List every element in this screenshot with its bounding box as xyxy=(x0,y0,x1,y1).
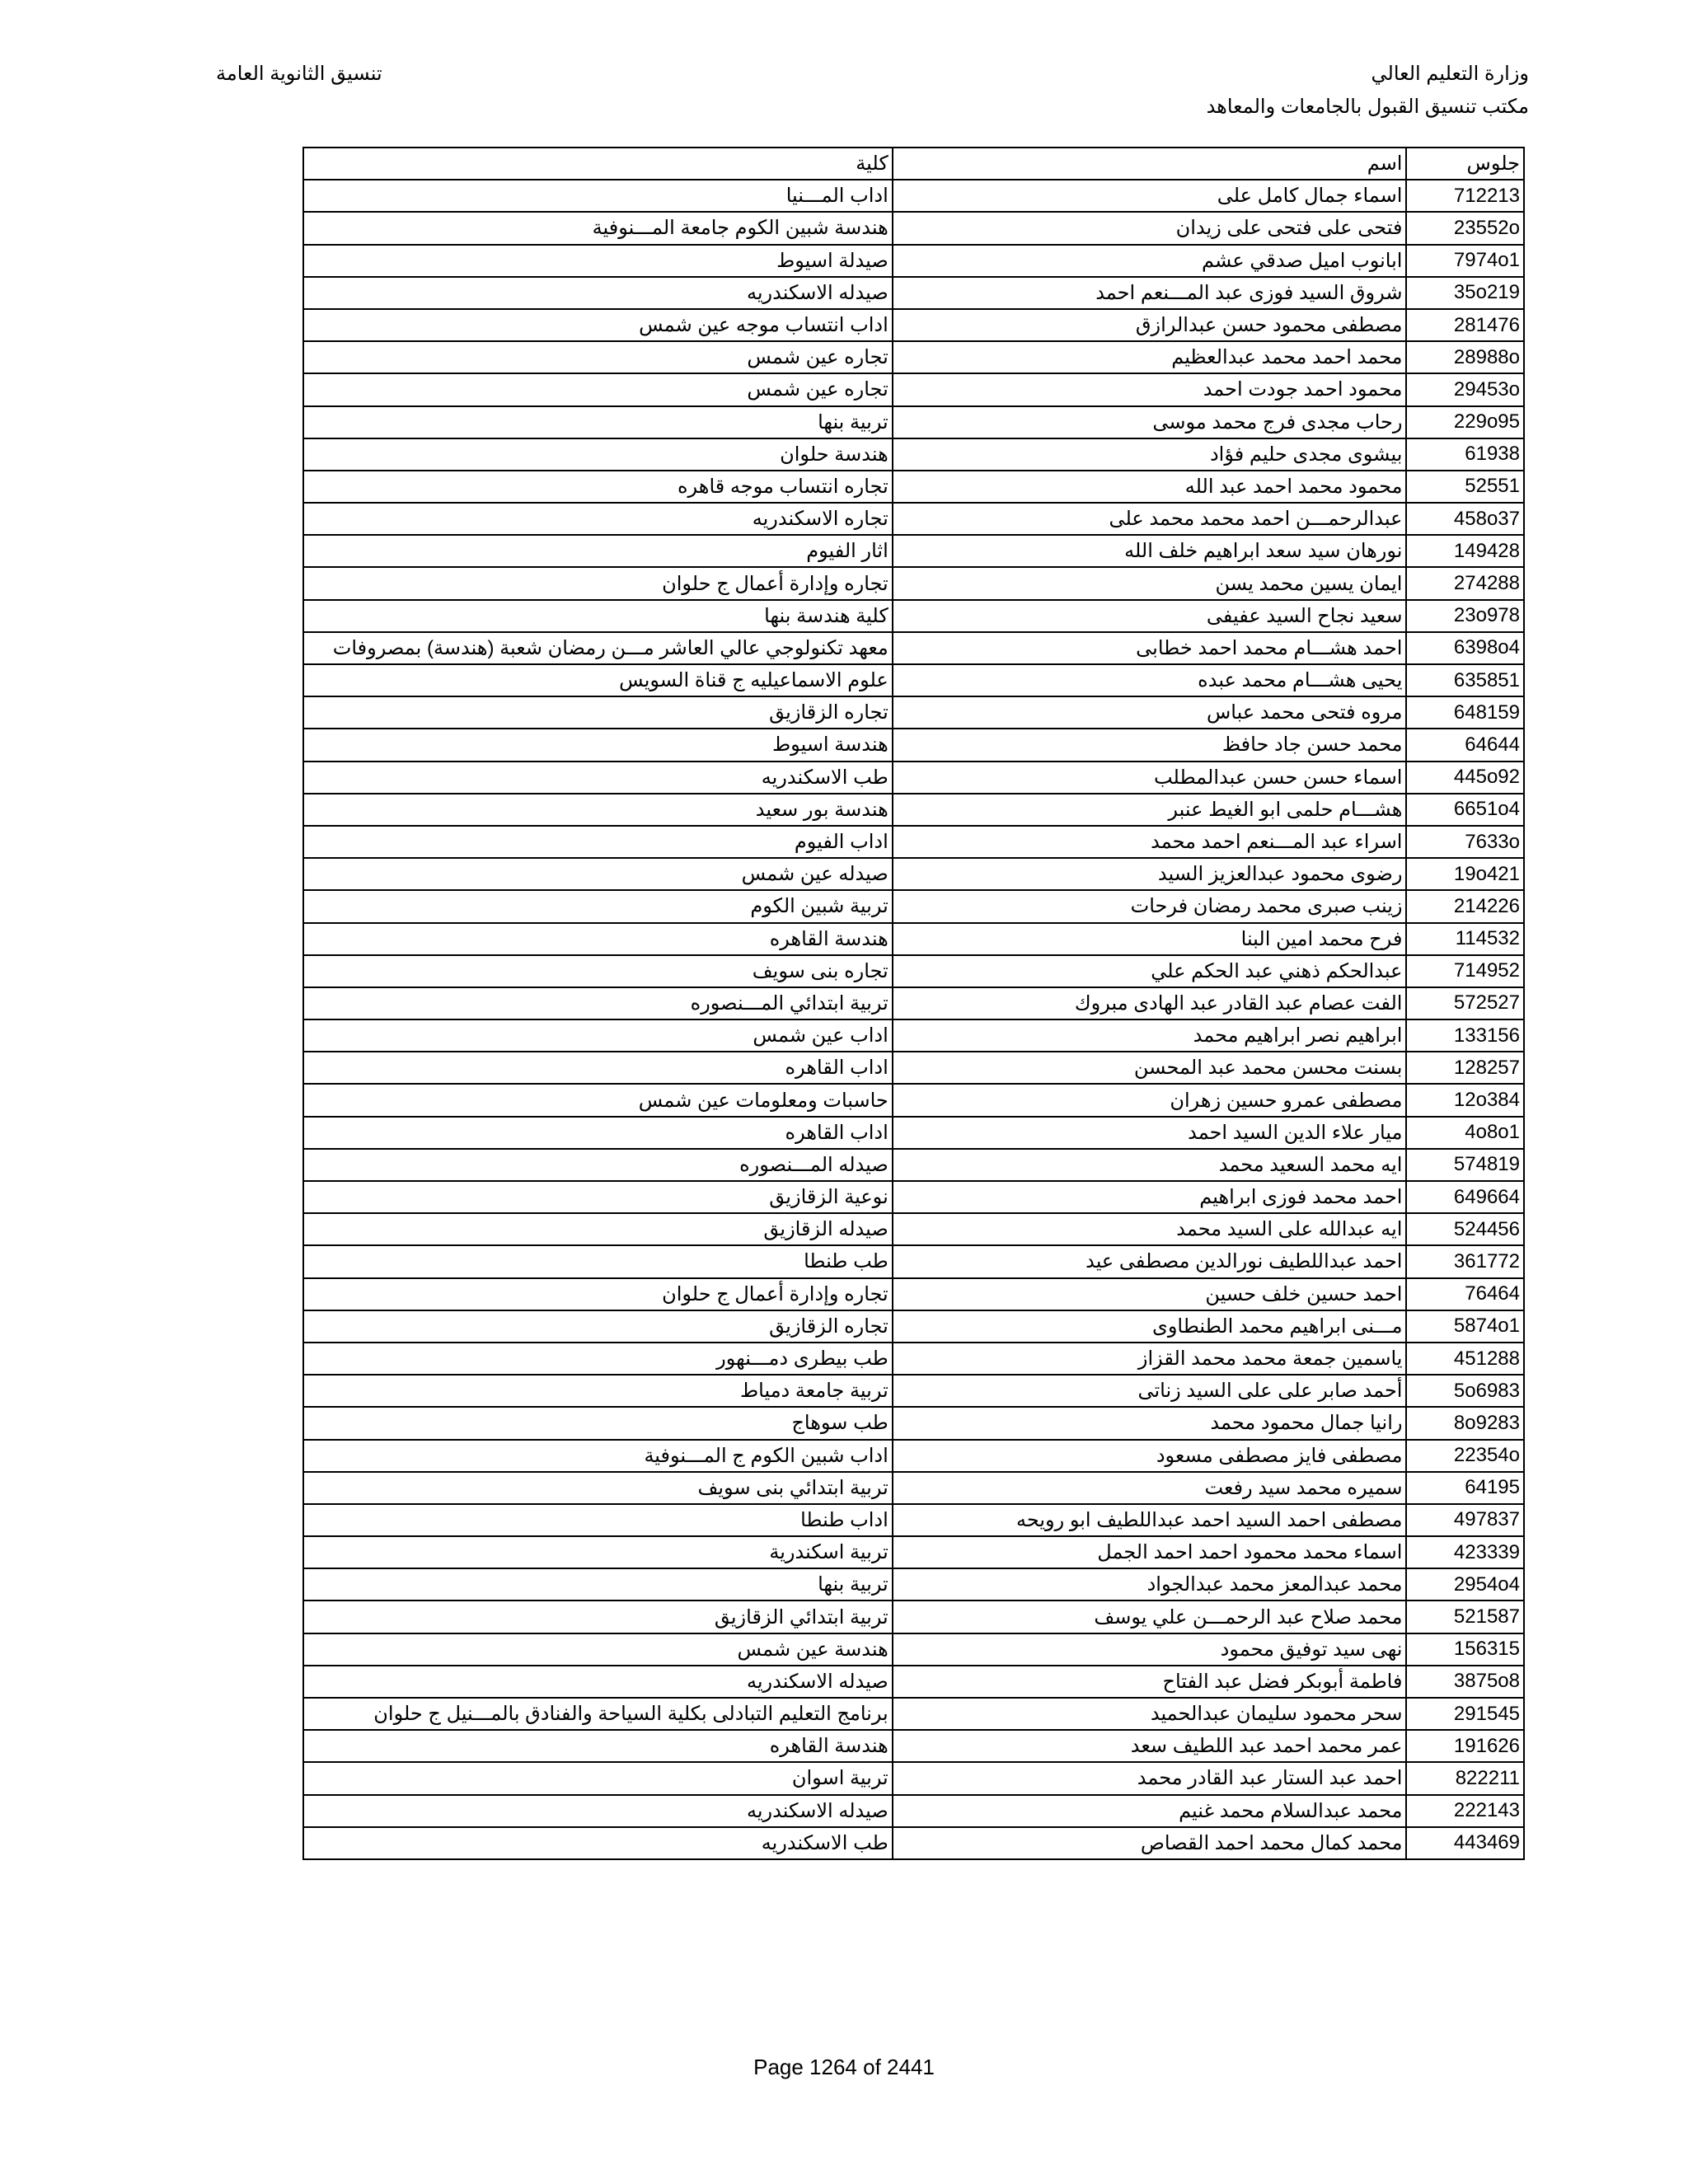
seat-number-cell: 5o6983 xyxy=(1406,1375,1524,1407)
student-name-cell: عبدالرحمـــن احمد محمد محمد على xyxy=(893,503,1407,535)
table-row xyxy=(303,212,1524,244)
student-name-cell: مصطفى احمد السيد احمد عبداللطيف ابو رويحه xyxy=(893,1504,1407,1536)
student-name-cell: بسنت محسن محمد عبد المحسن xyxy=(893,1052,1407,1084)
table-row xyxy=(303,1730,1524,1762)
header-faculty: كلية xyxy=(303,148,893,180)
table-row xyxy=(303,794,1524,826)
seat-number-cell: 8o9283 xyxy=(1406,1407,1524,1439)
table-row xyxy=(303,987,1524,1019)
faculty-cell: تربية ابتدائي المـــنصوره xyxy=(303,987,893,1019)
table-row xyxy=(303,1245,1524,1277)
student-name-cell: الفت عصام عبد القادر عبد الهادى مبروك xyxy=(893,987,1407,1019)
table-row xyxy=(303,1084,1524,1116)
student-name-cell: سميره محمد سيد رفعت xyxy=(893,1472,1407,1504)
seat-number-cell: 28988o xyxy=(1406,341,1524,373)
table-row xyxy=(303,1181,1524,1213)
faculty-cell: اداب شبين الكوم ج المـــنوفية xyxy=(303,1440,893,1472)
student-name-cell: فرح محمد امين البنا xyxy=(893,923,1407,955)
table-row xyxy=(303,1762,1524,1794)
seat-number-cell: 19o421 xyxy=(1406,858,1524,890)
student-name-cell: محمد عبدالمعز محمد عبدالجواد xyxy=(893,1568,1407,1601)
table-row xyxy=(303,1407,1524,1439)
faculty-cell: تربية بنها xyxy=(303,406,893,438)
faculty-cell: تجاره الزقازيق xyxy=(303,696,893,729)
faculty-cell: تجاره الزقازيق xyxy=(303,1310,893,1343)
table-row xyxy=(303,1310,1524,1343)
student-name-cell: أحمد صابر على على السيد زناتى xyxy=(893,1375,1407,1407)
faculty-cell: كلية هندسة بنها xyxy=(303,600,893,632)
table-row xyxy=(303,1052,1524,1084)
table-row xyxy=(303,826,1524,858)
student-name-cell: مصطفى عمرو حسين زهران xyxy=(893,1084,1407,1116)
student-name-cell: احمد عبد الستار عبد القادر محمد xyxy=(893,1762,1407,1794)
seat-number-cell: 23o978 xyxy=(1406,600,1524,632)
table-row xyxy=(303,1633,1524,1666)
seat-number-cell: 443469 xyxy=(1406,1827,1524,1859)
header-name: اسم xyxy=(893,148,1407,180)
table-row xyxy=(303,1343,1524,1375)
seat-number-cell: 229o95 xyxy=(1406,406,1524,438)
seat-number-cell: 128257 xyxy=(1406,1052,1524,1084)
student-name-cell: فتحى على فتحى على زيدان xyxy=(893,212,1407,244)
student-name-cell: ابانوب اميل صدقي عشم xyxy=(893,245,1407,277)
student-name-cell: هشـــام حلمى ابو الغيط عنبر xyxy=(893,794,1407,826)
student-name-cell: محمد حسن جاد حافظ xyxy=(893,729,1407,761)
seat-number-cell: 445o92 xyxy=(1406,762,1524,794)
student-name-cell: محمد احمد محمد عبدالعظيم xyxy=(893,341,1407,373)
seat-number-cell: 214226 xyxy=(1406,890,1524,922)
table-row xyxy=(303,1472,1524,1504)
table-row xyxy=(303,1504,1524,1536)
seat-number-cell: 52551 xyxy=(1406,471,1524,503)
table-row xyxy=(303,729,1524,761)
faculty-cell: اداب الفيوم xyxy=(303,826,893,858)
faculty-cell: هندسة حلوان xyxy=(303,438,893,471)
seat-number-cell: 114532 xyxy=(1406,923,1524,955)
faculty-cell: طب طنطا xyxy=(303,1245,893,1277)
student-name-cell: اسماء جمال كامل على xyxy=(893,180,1407,212)
student-name-cell: ايه عبدالله على السيد محمد xyxy=(893,1213,1407,1245)
table-row xyxy=(303,1568,1524,1601)
table-row xyxy=(303,341,1524,373)
office-name: مكتب تنسيق القبول بالجامعات والمعاهد xyxy=(1206,96,1529,118)
table-row xyxy=(303,632,1524,664)
student-name-cell: شروق السيد فوزى عبد المـــنعم احمد xyxy=(893,277,1407,309)
seat-number-cell: 712213 xyxy=(1406,180,1524,212)
table-row xyxy=(303,1278,1524,1310)
faculty-cell: اداب القاهره xyxy=(303,1052,893,1084)
faculty-cell: تربية اسكندرية xyxy=(303,1536,893,1568)
table-row xyxy=(303,277,1524,309)
seat-number-cell: 458o37 xyxy=(1406,503,1524,535)
table-header-row xyxy=(303,148,1524,180)
faculty-cell: تجاره وإدارة أعمال ج حلوان xyxy=(303,567,893,599)
faculty-cell: اداب طنطا xyxy=(303,1504,893,1536)
faculty-cell: هندسة اسيوط xyxy=(303,729,893,761)
coordination-title: تنسيق الثانوية العامة xyxy=(216,63,382,85)
table-row xyxy=(303,1149,1524,1181)
faculty-cell: تجاره الاسكندريه xyxy=(303,503,893,535)
table-row xyxy=(303,696,1524,729)
student-name-cell: عمر محمد احمد عبد اللطيف سعد xyxy=(893,1730,1407,1762)
seat-number-cell: 222143 xyxy=(1406,1795,1524,1827)
student-name-cell: ميار علاء الدين السيد احمد xyxy=(893,1117,1407,1149)
faculty-cell: حاسبات ومعلومات عين شمس xyxy=(303,1084,893,1116)
seat-number-cell: 156315 xyxy=(1406,1633,1524,1666)
faculty-cell: طب سوهاج xyxy=(303,1407,893,1439)
seat-number-cell: 649664 xyxy=(1406,1181,1524,1213)
student-name-cell: رضوى محمود عبدالعزيز السيد xyxy=(893,858,1407,890)
student-name-cell: مـــنى ابراهيم محمد الطنطاوى xyxy=(893,1310,1407,1343)
table-row xyxy=(303,373,1524,405)
seat-number-cell: 76464 xyxy=(1406,1278,1524,1310)
seat-number-cell: 361772 xyxy=(1406,1245,1524,1277)
student-name-cell: فاطمة أبوبكر فضل عبد الفتاح xyxy=(893,1666,1407,1698)
student-name-cell: محمود احمد جودت احمد xyxy=(893,373,1407,405)
faculty-cell: هندسة القاهره xyxy=(303,1730,893,1762)
table-row xyxy=(303,1213,1524,1245)
student-name-cell: ابراهيم نصر ابراهيم محمد xyxy=(893,1019,1407,1052)
seat-number-cell: 274288 xyxy=(1406,567,1524,599)
faculty-cell: طب الاسكندريه xyxy=(303,1827,893,1859)
faculty-cell: تربية جامعة دمياط xyxy=(303,1375,893,1407)
seat-number-cell: 133156 xyxy=(1406,1019,1524,1052)
student-name-cell: احمد محمد فوزى ابراهيم xyxy=(893,1181,1407,1213)
seat-number-cell: 64195 xyxy=(1406,1472,1524,1504)
faculty-cell: صيدله المـــنصوره xyxy=(303,1149,893,1181)
student-name-cell: عبدالحكم ذهني عبد الحكم علي xyxy=(893,955,1407,987)
faculty-cell: نوعية الزقازيق xyxy=(303,1181,893,1213)
student-name-cell: رحاب مجدى فرج محمد موسى xyxy=(893,406,1407,438)
seat-number-cell: 574819 xyxy=(1406,1149,1524,1181)
seat-number-cell: 35o219 xyxy=(1406,277,1524,309)
faculty-cell: علوم الاسماعيليه ج قناة السويس xyxy=(303,664,893,696)
faculty-cell: معهد تكنولوجي عالي العاشر مـــن رمضان شعبة (هندسة) بمصروفات xyxy=(303,632,893,664)
table-row xyxy=(303,1019,1524,1052)
student-name-cell: سعيد نجاح السيد عفيفى xyxy=(893,600,1407,632)
table-row xyxy=(303,1536,1524,1568)
student-name-cell: اسماء حسن حسن عبدالمطلب xyxy=(893,762,1407,794)
seat-number-cell: 423339 xyxy=(1406,1536,1524,1568)
table-row xyxy=(303,406,1524,438)
faculty-cell: هندسة عين شمس xyxy=(303,1633,893,1666)
faculty-cell: تجاره عين شمس xyxy=(303,341,893,373)
seat-number-cell: 4o8o1 xyxy=(1406,1117,1524,1149)
table-row xyxy=(303,890,1524,922)
student-name-cell: احمد حسين خلف حسين xyxy=(893,1278,1407,1310)
student-name-cell: محمود محمد احمد عبد الله xyxy=(893,471,1407,503)
table-row xyxy=(303,503,1524,535)
admissions-table xyxy=(302,147,1525,1860)
student-name-cell: ايه محمد السعيد محمد xyxy=(893,1149,1407,1181)
student-name-cell: مصطفى فايز مصطفى مسعود xyxy=(893,1440,1407,1472)
table-row xyxy=(303,664,1524,696)
seat-number-cell: 2954o4 xyxy=(1406,1568,1524,1601)
faculty-cell: هندسة القاهره xyxy=(303,923,893,955)
faculty-cell: تجاره وإدارة أعمال ج حلوان xyxy=(303,1278,893,1310)
seat-number-cell: 64644 xyxy=(1406,729,1524,761)
seat-number-cell: 497837 xyxy=(1406,1504,1524,1536)
faculty-cell: صيدله عين شمس xyxy=(303,858,893,890)
faculty-cell: طب الاسكندريه xyxy=(303,762,893,794)
faculty-cell: صيدله الزقازيق xyxy=(303,1213,893,1245)
student-name-cell: زينب صبرى محمد رمضان فرحات xyxy=(893,890,1407,922)
table-row xyxy=(303,180,1524,212)
faculty-cell: تربية شبين الكوم xyxy=(303,890,893,922)
student-name-cell: سحر محمود سليمان عبدالحميد xyxy=(893,1698,1407,1730)
header-seat: جلوس xyxy=(1406,148,1524,180)
table-row xyxy=(303,309,1524,341)
faculty-cell: اثار الفيوم xyxy=(303,535,893,567)
table-row xyxy=(303,1827,1524,1859)
seat-number-cell: 6398o4 xyxy=(1406,632,1524,664)
faculty-cell: تربية ابتدائي الزقازيق xyxy=(303,1601,893,1633)
faculty-cell: تجاره بنى سويف xyxy=(303,955,893,987)
page-number: Page 1264 of 2441 xyxy=(753,2055,935,2079)
seat-number-cell: 521587 xyxy=(1406,1601,1524,1633)
faculty-cell: طب بيطرى دمـــنهور xyxy=(303,1343,893,1375)
table-row xyxy=(303,1795,1524,1827)
table-row xyxy=(303,471,1524,503)
faculty-cell: اداب القاهره xyxy=(303,1117,893,1149)
ministry-header xyxy=(1207,58,1529,124)
seat-number-cell: 22354o xyxy=(1406,1440,1524,1472)
student-name-cell: احمد عبداللطيف نورالدين مصطفى عيد xyxy=(893,1245,1407,1277)
student-name-cell: نهى سيد توفيق محمود xyxy=(893,1633,1407,1666)
faculty-cell: صيدله الاسكندريه xyxy=(303,1666,893,1698)
student-name-cell: مصطفى محمود حسن عبدالرازق xyxy=(893,309,1407,341)
student-name-cell: ياسمين جمعة محمد محمد القزاز xyxy=(893,1343,1407,1375)
seat-number-cell: 23552o xyxy=(1406,212,1524,244)
student-name-cell: مروه فتحى محمد عباس xyxy=(893,696,1407,729)
seat-number-cell: 7633o xyxy=(1406,826,1524,858)
seat-number-cell: 291545 xyxy=(1406,1698,1524,1730)
faculty-cell: تجاره عين شمس xyxy=(303,373,893,405)
student-name-cell: بيشوى مجدى حليم فؤاد xyxy=(893,438,1407,471)
faculty-cell: اداب المـــنيا xyxy=(303,180,893,212)
faculty-cell: صيدلة اسيوط xyxy=(303,245,893,277)
table-row xyxy=(303,245,1524,277)
seat-number-cell: 281476 xyxy=(1406,309,1524,341)
faculty-cell: اداب عين شمس xyxy=(303,1019,893,1052)
seat-number-cell: 12o384 xyxy=(1406,1084,1524,1116)
faculty-cell: هندسة شبين الكوم جامعة المـــنوفية xyxy=(303,212,893,244)
table-row xyxy=(303,600,1524,632)
seat-number-cell: 191626 xyxy=(1406,1730,1524,1762)
faculty-cell: هندسة بور سعيد xyxy=(303,794,893,826)
table-row xyxy=(303,1601,1524,1633)
student-name-cell: ايمان يسين محمد يسن xyxy=(893,567,1407,599)
student-name-cell: اسماء محمد محمود احمد احمد الجمل xyxy=(893,1536,1407,1568)
table-row xyxy=(303,1666,1524,1698)
student-name-cell: محمد عبدالسلام محمد غنيم xyxy=(893,1795,1407,1827)
seat-number-cell: 572527 xyxy=(1406,987,1524,1019)
student-name-cell: محمد كمال محمد احمد القصاص xyxy=(893,1827,1407,1859)
table-row xyxy=(303,1117,1524,1149)
table-row xyxy=(303,955,1524,987)
seat-number-cell: 451288 xyxy=(1406,1343,1524,1375)
table-row xyxy=(303,567,1524,599)
seat-number-cell: 7974o1 xyxy=(1406,245,1524,277)
table-row xyxy=(303,1375,1524,1407)
student-name-cell: نورهان سيد سعد ابراهيم خلف الله xyxy=(893,535,1407,567)
student-name-cell: رانيا جمال محمود محمد xyxy=(893,1407,1407,1439)
seat-number-cell: 524456 xyxy=(1406,1213,1524,1245)
seat-number-cell: 822211 xyxy=(1406,1762,1524,1794)
table-row xyxy=(303,858,1524,890)
faculty-cell: تجاره انتساب موجه قاهره xyxy=(303,471,893,503)
student-name-cell: احمد هشـــام محمد احمد خطابى xyxy=(893,632,1407,664)
seat-number-cell: 29453o xyxy=(1406,373,1524,405)
faculty-cell: تربية بنها xyxy=(303,1568,893,1601)
table-row xyxy=(303,438,1524,471)
faculty-cell: صيدله الاسكندريه xyxy=(303,1795,893,1827)
seat-number-cell: 5874o1 xyxy=(1406,1310,1524,1343)
seat-number-cell: 149428 xyxy=(1406,535,1524,567)
faculty-cell: صيدله الاسكندريه xyxy=(303,277,893,309)
seat-number-cell: 6651o4 xyxy=(1406,794,1524,826)
seat-number-cell: 648159 xyxy=(1406,696,1524,729)
table-row xyxy=(303,1698,1524,1730)
table-row xyxy=(303,923,1524,955)
seat-number-cell: 61938 xyxy=(1406,438,1524,471)
seat-number-cell: 714952 xyxy=(1406,955,1524,987)
seat-number-cell: 635851 xyxy=(1406,664,1524,696)
table-row xyxy=(303,1440,1524,1472)
faculty-cell: تربية ابتدائي بنى سويف xyxy=(303,1472,893,1504)
faculty-cell: اداب انتساب موجه عين شمس xyxy=(303,309,893,341)
student-name-cell: يحيى هشـــام محمد عبده xyxy=(893,664,1407,696)
table-row xyxy=(303,535,1524,567)
seat-number-cell: 3875o8 xyxy=(1406,1666,1524,1698)
student-name-cell: محمد صلاح عبد الرحمـــن علي يوسف xyxy=(893,1601,1407,1633)
student-name-cell: اسراء عبد المـــنعم احمد محمد xyxy=(893,826,1407,858)
faculty-cell: برنامج التعليم التبادلى بكلية السياحة والفنادق بالمـــنيل ج حلوان xyxy=(303,1698,893,1730)
faculty-cell: تربية اسوان xyxy=(303,1762,893,1794)
table-row xyxy=(303,762,1524,794)
ministry-name: وزارة التعليم العالي xyxy=(1371,63,1529,85)
